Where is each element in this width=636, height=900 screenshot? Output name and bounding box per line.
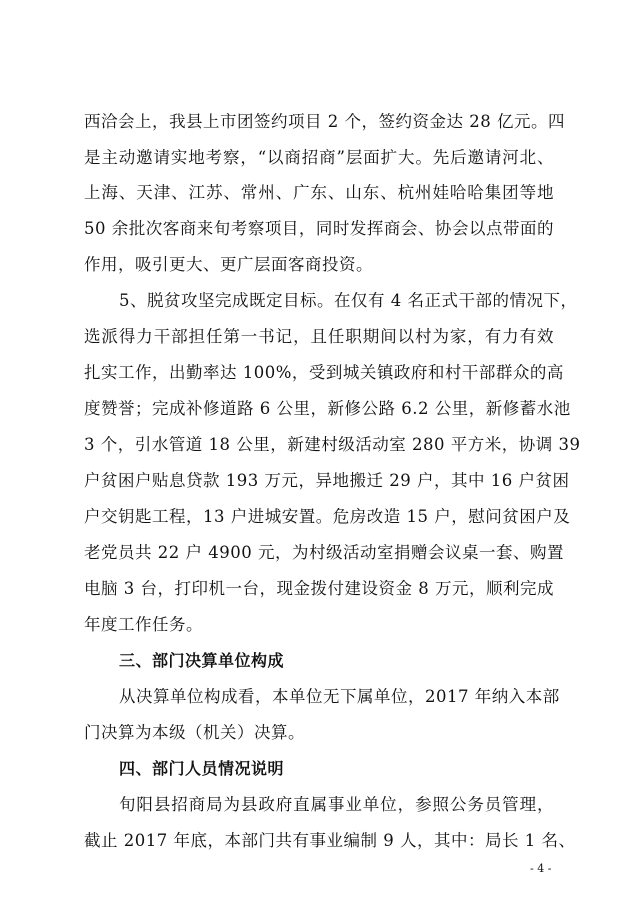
paragraph-line: 扎实工作，出勤率达 100%，受到城关镇政府和村干部群众的高 xyxy=(84,363,564,382)
paragraph-line: 户贫困户贴息贷款 193 万元，异地搬迁 29 户，其中 16 户贫困 xyxy=(84,471,570,490)
paragraph-line: 年度工作任务。 xyxy=(84,615,203,634)
paragraph-line: 户交钥匙工程，13 户进城安置。危房改造 15 户，慰问贫困户及 xyxy=(84,507,571,526)
paragraph-line: 50 余批次客商来旬考察项目，同时发挥商会、协会以点带面的 xyxy=(84,219,554,238)
section-heading: 四、部门人员情况说明 xyxy=(119,759,285,778)
paragraph-line: 门决算为本级（机关）决算。 xyxy=(84,723,305,742)
paragraph-line: 作用，吸引更大、更广层面客商投资。 xyxy=(84,255,373,274)
paragraph-line: 从决算单位构成看，本单位无下属单位，2017 年纳入本部 xyxy=(119,687,560,706)
paragraph-line: 是主动邀请实地考察，“以商招商”层面扩大。先后邀请河北、 xyxy=(84,148,554,167)
paragraph-line: 旬阳县招商局为县政府直属事业单位，参照公务员管理， xyxy=(119,795,554,814)
paragraph-line: 截止 2017 年底，本部门共有事业编制 9 人，其中：局长 1 名、 xyxy=(84,831,576,850)
paragraph-line: 3 个，引水管道 18 公里，新建村级活动室 280 平方米，协调 39 xyxy=(84,435,581,454)
paragraph-line: 西洽会上，我县上市团签约项目 2 个，签约资金达 28 亿元。四 xyxy=(84,112,565,131)
paragraph-line: 老党员共 22 户 4900 元，为村级活动室捐赠会议桌一套、购置 xyxy=(84,543,564,562)
paragraph-line: 度赞誉；完成补修道路 6 公里，新修公路 6.2 公里，新修蓄水池 xyxy=(84,399,571,418)
page-number: - 4 - xyxy=(530,862,552,875)
paragraph-line: 电脑 3 台，打印机一台，现金拨付建设资金 8 万元，顺利完成 xyxy=(84,579,554,598)
section-heading: 三、部门决算单位构成 xyxy=(119,651,285,670)
paragraph-line: 5、脱贫攻坚完成既定目标。在仅有 4 名正式干部的情况下， xyxy=(119,291,578,310)
paragraph-line: 上海、天津、江苏、常州、广东、山东、杭州娃哈哈集团等地 xyxy=(84,183,554,202)
paragraph-line: 选派得力干部担任第一书记，且任职期间以村为家，有力有效 xyxy=(84,327,554,346)
